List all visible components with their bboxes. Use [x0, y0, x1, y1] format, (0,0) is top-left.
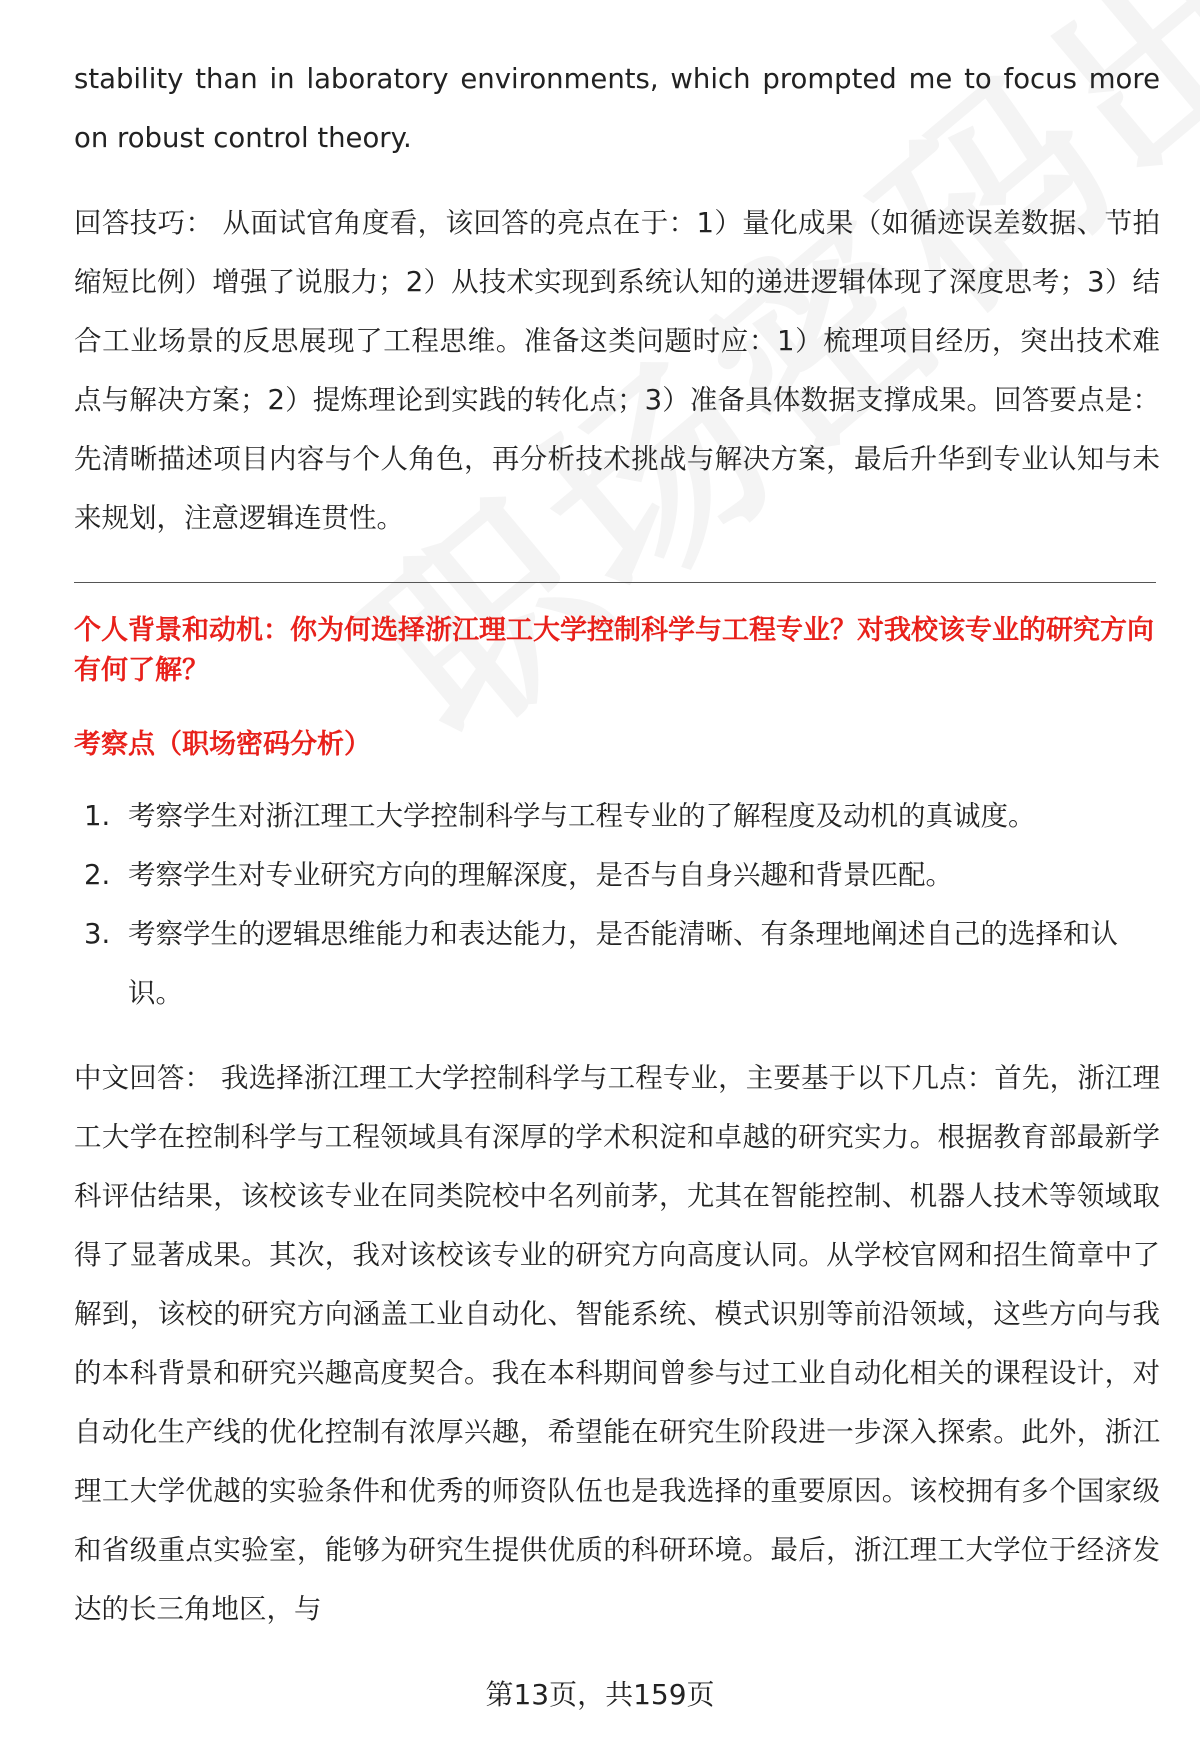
list-item-number: 2.	[84, 859, 111, 891]
section-divider	[74, 582, 1156, 583]
focus-points-list	[74, 787, 1160, 1023]
list-item-number: 3.	[84, 918, 111, 950]
list-item-text: 考察学生的逻辑思维能力和表达能力，是否能清晰、有条理地阐述自己的选择和认识。	[128, 918, 1118, 1009]
focus-points-heading: 考察点（职场密码分析）	[74, 729, 371, 760]
list-item-text: 考察学生对专业研究方向的理解深度，是否与自身兴趣和背景匹配。	[128, 859, 953, 891]
list-item	[74, 846, 1160, 905]
english-answer-continuation: stability than in laboratory environments, which prompted me to focus more on robust control theory.	[74, 63, 1160, 154]
chinese-answer-paragraph: 中文回答： 我选择浙江理工大学控制科学与工程专业，主要基于以下几点：首先，浙江理工大学在控制科学与工程领域具有深厚的学术积淀和卓越的研究实力。根据教育部最新学科评估结果，该校该专业在同类院校中名列前茅，尤其在智能控制、机器人技术等领域取得了显著成果。其次，我对该校该专业的研究方向高度认同。从学校官网和招生简章中了解到，该校的研究方向涵盖工业自动化、智能系统、模式识别等前沿领域，这些方向与我的本科背景和研究兴趣高度契合。我在本科期间曾参与过工业自动化相关的课程设计，对自动化生产线的优化控制有浓厚兴趣，希望能在研究生阶段进一步深入探索。此外，浙江理工大学优越的实验条件和优秀的师资队伍也是我选择的重要原因。该校拥有多个国家级和省级重点实验室，能够为研究生提供优质的科研环境。最后，浙江理工大学位于经济发达的长三角地区，与	[74, 1062, 1160, 1625]
list-item	[74, 787, 1160, 846]
question-heading: 个人背景和动机：你为何选择浙江理工大学控制科学与工程专业？对我校该专业的研究方向有何了解？	[74, 615, 1154, 686]
list-item-number: 1.	[84, 800, 111, 832]
list-item-text: 考察学生对浙江理工大学控制科学与工程专业的了解程度及动机的真诚度。	[128, 800, 1036, 832]
page-footer: 第13页，共159页	[485, 1678, 715, 1711]
answer-tips-paragraph: 回答技巧： 从面试官角度看，该回答的亮点在于：1）量化成果（如循迹误差数据、节拍缩短比例）增强了说服力；2）从技术实现到系统认知的递进逻辑体现了深度思考；3）结合工业场景的反思展现了工程思维。准备这类问题时应：1）梳理项目经历，突出技术难点与解决方案；2）提炼理论到实践的转化点；3）准备具体数据支撑成果。回答要点是：先清晰描述项目内容与个人角色，再分析技术挑战与解决方案，最后升华到专业认知与未来规划，注意逻辑连贯性。	[74, 207, 1160, 534]
list-item	[74, 905, 1160, 1023]
document-body	[74, 50, 1160, 1639]
